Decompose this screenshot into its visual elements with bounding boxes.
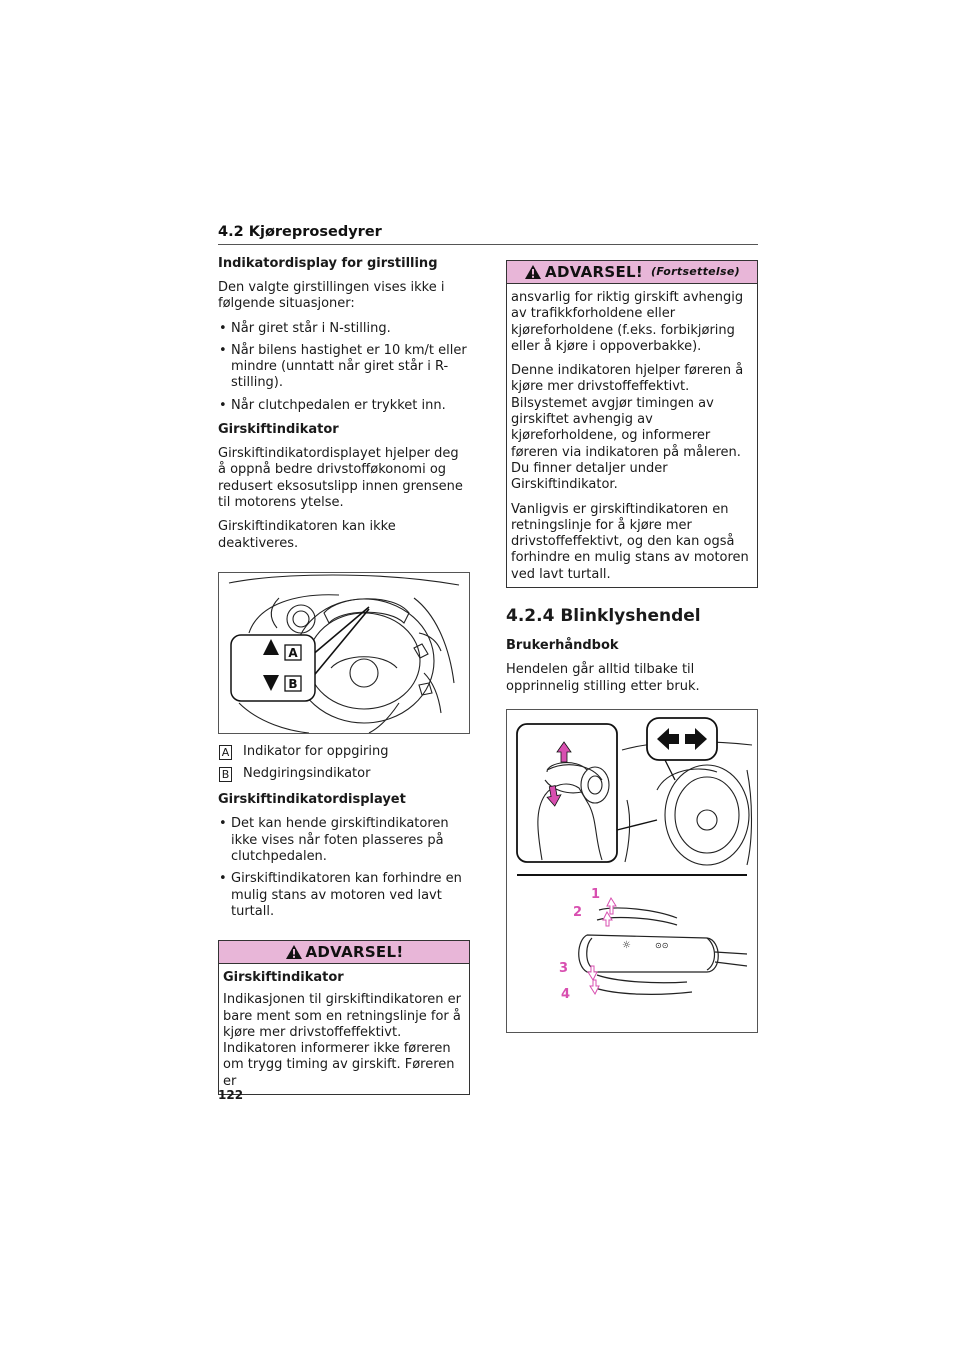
list-item: • Når clutchpedalen er trykket inn. <box>218 398 470 414</box>
position-number-2: 2 <box>573 904 583 920</box>
position-number-3: 3 <box>559 960 569 976</box>
warning-body <box>507 284 757 587</box>
legend-key: A <box>219 745 232 760</box>
list-item: • Det kan hende girskiftindikatoren ikke vises når foten plasseres på clutchpedalen. <box>218 816 470 865</box>
light-symbol-icon: ☼ <box>622 939 631 951</box>
warning-continued: (Fortsettelse) <box>651 264 740 278</box>
dashboard-line-art <box>219 573 469 733</box>
heading-gear-display: Indikatordisplay for girstilling <box>218 256 438 271</box>
warning-text: Vanligvis er girskiftindikatoren en retningslinje for å kjøre mer drivstoffeffektivt, og den kan også forhindre en mulig stans av motoren ved lavt turtall. <box>511 501 749 582</box>
warning-header <box>219 941 469 964</box>
right-column <box>506 260 758 1033</box>
legend-text: Nedgiringsindikator <box>243 766 371 782</box>
legend-row-b <box>218 766 470 782</box>
warning-text: ansvarlig for riktig girskift avhengig av trafikkforholdene eller kjøreforholdene (f.eks. forbikjøring eller å kjøre i oppoverbakke). <box>511 290 744 354</box>
heading-shift-indicator: Girskiftindikator <box>218 422 339 438</box>
figure-label-b: B <box>288 676 298 691</box>
warning-triangle-icon <box>524 264 542 280</box>
legend-key: B <box>219 767 232 782</box>
paragraph: Girskiftindikatoren kan ikke deaktiveres. <box>218 519 396 551</box>
left-column <box>218 256 470 1095</box>
warning-header <box>507 261 757 284</box>
warning-box-continued <box>506 260 758 588</box>
lever-line-art <box>507 710 757 1032</box>
warning-text: Denne indikatoren hjelper føreren å kjøre mer drivstoffeffektivt. Bilsystemet avgjør timingen av girskiftet avhengig av kjøreforholdene, og informerer føreren via indikatoren på måleren. Du finner detaljer under Girskiftindikator. <box>511 363 744 493</box>
warning-triangle-icon <box>285 944 303 960</box>
heading-user-manual: Brukerhåndbok <box>506 638 619 654</box>
subsection-title: 4.2.4 Blinklyshendel <box>506 606 701 627</box>
legend-row-a <box>218 744 470 760</box>
list-item: • Når giret står i N-stilling. <box>218 321 470 337</box>
paragraph: Girskiftindikatordisplayet hjelper deg å oppnå bedre drivstofføkonomi og redusert eksosutslipp innen grensene til motorens ytelse. <box>218 446 463 510</box>
list-item: • Girskiftindikatoren kan forhindre en mulig stans av motoren ved lavt turtall. <box>218 871 470 920</box>
position-number-4: 4 <box>561 986 571 1002</box>
list-item: • Når bilens hastighet er 10 km/t eller mindre (unntatt når giret står i R-stilling). <box>218 343 470 392</box>
heading-shift-display: Girskiftindikatordisplayet <box>218 792 406 808</box>
bullet-list <box>218 816 470 920</box>
warning-title: ADVARSEL! <box>545 262 644 281</box>
figure-label-a: A <box>288 645 298 660</box>
page-number: 122 <box>218 1088 244 1102</box>
paragraph: Hendelen går alltid tilbake til opprinnelig stilling etter bruk. <box>506 662 700 694</box>
fog-symbol-icon: ⊙⊙ <box>655 940 669 950</box>
warning-text: Indikasjonen til girskiftindikatoren er bare ment som en retningslinje for å kjøre mer drivstoffeffektivt. Indikatoren informerer ikke føreren om trygg timing av girskift. Føreren er <box>223 992 461 1089</box>
paragraph: Den valgte girstillingen vises ikke i følgende situasjoner: <box>218 280 445 312</box>
warning-subhead: Girskiftindikator <box>223 970 344 986</box>
position-number-1: 1 <box>591 886 601 902</box>
warning-box <box>218 940 470 1095</box>
legend-text: Indikator for oppgiring <box>243 743 389 759</box>
warning-body <box>219 964 469 1094</box>
section-header: 4.2 Kjøreprosedyrer <box>218 224 758 245</box>
warning-title: ADVARSEL! <box>305 943 404 962</box>
dashboard-illustration <box>218 572 470 734</box>
bullet-list <box>218 321 470 414</box>
turn-signal-lever-illustration <box>506 709 758 1033</box>
